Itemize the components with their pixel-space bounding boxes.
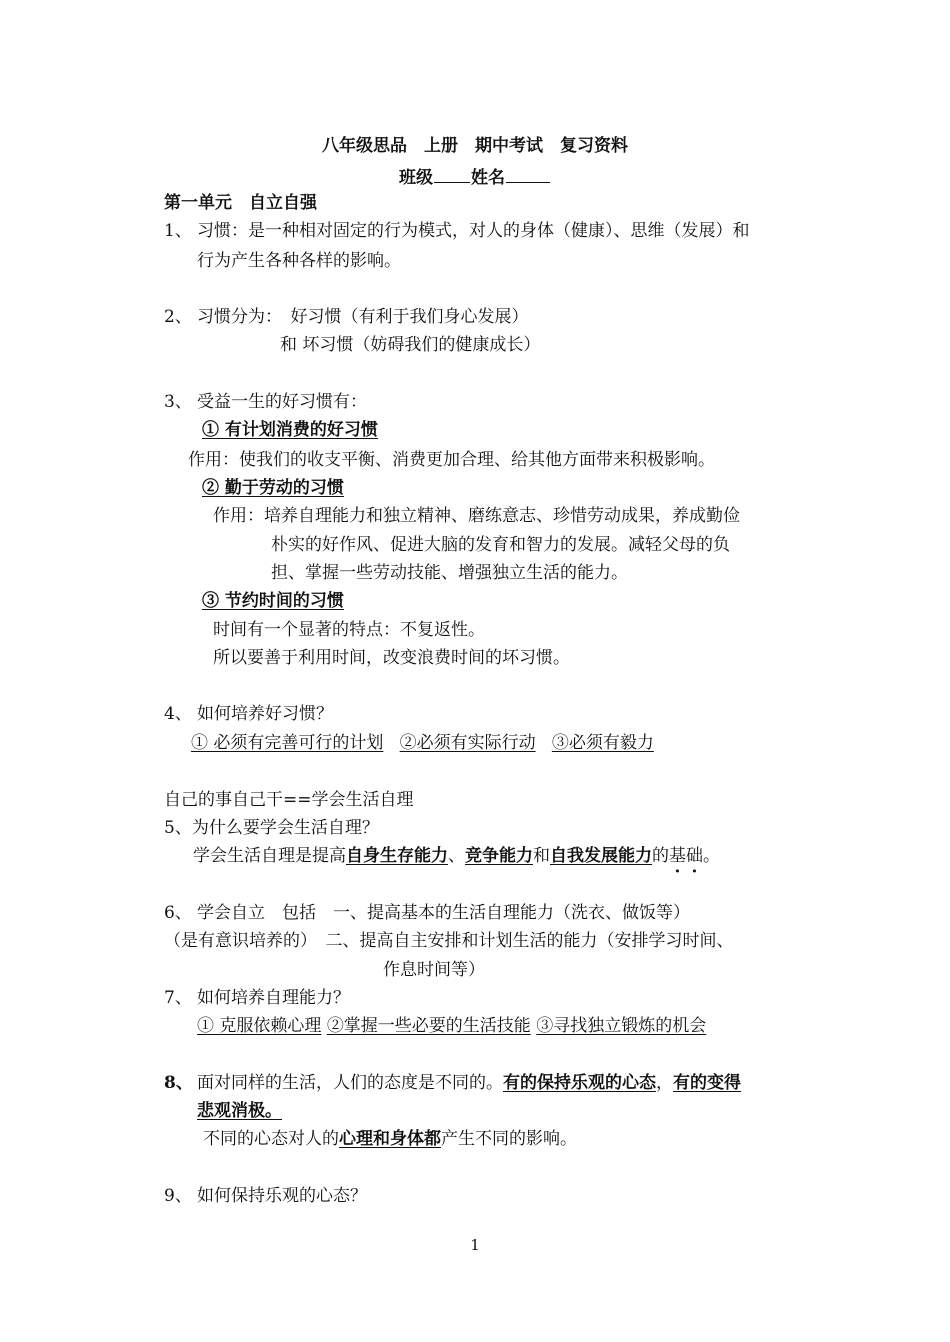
q7-answer-1: ① 克服依赖心理 — [197, 1016, 322, 1036]
document-title: 八年级思品 上册 期中考试 复习资料 — [322, 136, 628, 156]
q5-keyword-2: 竞争能力 — [465, 846, 533, 866]
q5-keyword-3: 自我发展能力 — [550, 846, 652, 866]
q7-number: 7、 — [164, 988, 192, 1008]
q6-line1: 学会自立 包括 一、提高基本的生活自理能力（洗衣、做饭等） — [197, 903, 690, 923]
q8-line3-suffix: 产生不同的影响。 — [441, 1129, 577, 1149]
q7-answer-3: ③寻找独立锻炼的机会 — [536, 1016, 707, 1036]
q8-keyword-1: 有的保持乐观的心态 — [503, 1073, 656, 1093]
class-label: 班级 — [399, 168, 433, 188]
class-name-line — [0, 164, 950, 190]
q4-answer-2: ②必须有实际行动 — [399, 733, 536, 753]
habit3-title: ③ 节约时间的习惯 — [202, 591, 344, 611]
q8-comma: ， — [656, 1073, 673, 1093]
habit2-effect-line2: 朴实的好作风、促进大脑的发育和智力的发展。减轻父母的负 — [271, 535, 730, 555]
q8-line2: 悲观消极。 — [197, 1101, 282, 1121]
q9-number: 9、 — [164, 1186, 192, 1206]
habit2-effect-line3: 担、掌握一些劳动技能、增强独立生活的能力。 — [271, 563, 628, 583]
q8-line3-keyword: 心理和身体都 — [339, 1129, 441, 1149]
habit2-title: ② 勤于劳动的习惯 — [202, 478, 344, 498]
q2-line1: 习惯分为： 好习惯（有利于我们身心发展） — [197, 307, 529, 327]
q5-sep-2: 和 — [533, 846, 550, 866]
class-blank — [434, 164, 470, 183]
q8-line1 — [197, 1071, 741, 1095]
q2-line2: 和 坏习惯（妨碍我们的健康成长） — [280, 335, 541, 355]
habit3-line1: 时间有一个显著的特点：不复返性。 — [213, 620, 485, 640]
q4-number: 4、 — [164, 704, 192, 724]
q4-answers — [191, 731, 654, 755]
q5-emphasis-char-2: 础 — [686, 846, 703, 866]
q6-line2: （是有意识培养的） 二、提高自主安排和计划生活的能力（安排学习时间、 — [164, 931, 734, 951]
q7-answer-2: ②掌握一些必要的生活技能 — [326, 1016, 531, 1036]
q1-line2: 行为产生各种各样的影响。 — [197, 251, 401, 271]
unit-heading: 第一单元 自立自强 — [164, 193, 317, 213]
q8-prefix: 面对同样的生活，人们的态度是不同的。 — [197, 1073, 503, 1093]
q5-sep-1: 、 — [448, 846, 465, 866]
q5-answer-prefix: 学会生活自理是提高 — [193, 846, 346, 866]
q5-keyword-1: 自身生存能力 — [346, 846, 448, 866]
q3-number: 3、 — [164, 392, 192, 412]
q3-heading: 受益一生的好习惯有： — [197, 392, 367, 412]
habit1-title: ① 有计划消费的好习惯 — [202, 420, 378, 440]
q1-line1: 习惯：是一种相对固定的行为模式，对人的身体（健康）、思维（发展）和 — [197, 221, 750, 241]
q8-number: 8、 — [164, 1073, 193, 1093]
page-number: 1 — [470, 1236, 480, 1254]
q5-heading: 5、为什么要学会生活自理？ — [164, 818, 379, 838]
q9-heading: 如何保持乐观的心态？ — [197, 1186, 367, 1206]
q5-answer — [193, 844, 720, 868]
q4-answer-3: ③必须有毅力 — [551, 733, 654, 753]
q6-line3: 作息时间等） — [383, 960, 485, 980]
q7-answers — [197, 1014, 706, 1038]
self-care-title: 自己的事自己干==学会生活自理 — [164, 790, 414, 810]
q5-suffix: 的 — [652, 846, 669, 866]
q6-number: 6、 — [164, 903, 192, 923]
q2-number: 2、 — [164, 307, 192, 327]
habit1-effect: 作用：使我们的收支平衡、消费更加合理、给其他方面带来积极影响。 — [188, 450, 715, 470]
q1-number: 1、 — [164, 221, 192, 241]
q5-emphasis-char-1: 基 — [669, 846, 686, 866]
q8-keyword-2: 有的变得 — [673, 1073, 741, 1093]
q7-heading: 如何培养自理能力？ — [197, 988, 350, 1008]
name-blank — [506, 164, 550, 183]
q4-answer-1: ① 必须有完善可行的计划 — [191, 733, 384, 753]
habit3-line2: 所以要善于利用时间，改变浪费时间的坏习惯。 — [213, 648, 570, 668]
q5-end: 。 — [703, 846, 720, 866]
habit2-effect-line1: 作用：培养自理能力和独立精神、磨练意志、珍惜劳动成果，养成勤俭 — [213, 506, 740, 526]
q4-heading: 如何培养好习惯？ — [197, 704, 333, 724]
q8-line3-prefix: 不同的心态对人的 — [203, 1129, 339, 1149]
q8-line3 — [203, 1127, 577, 1151]
name-label: 姓名 — [471, 168, 505, 188]
